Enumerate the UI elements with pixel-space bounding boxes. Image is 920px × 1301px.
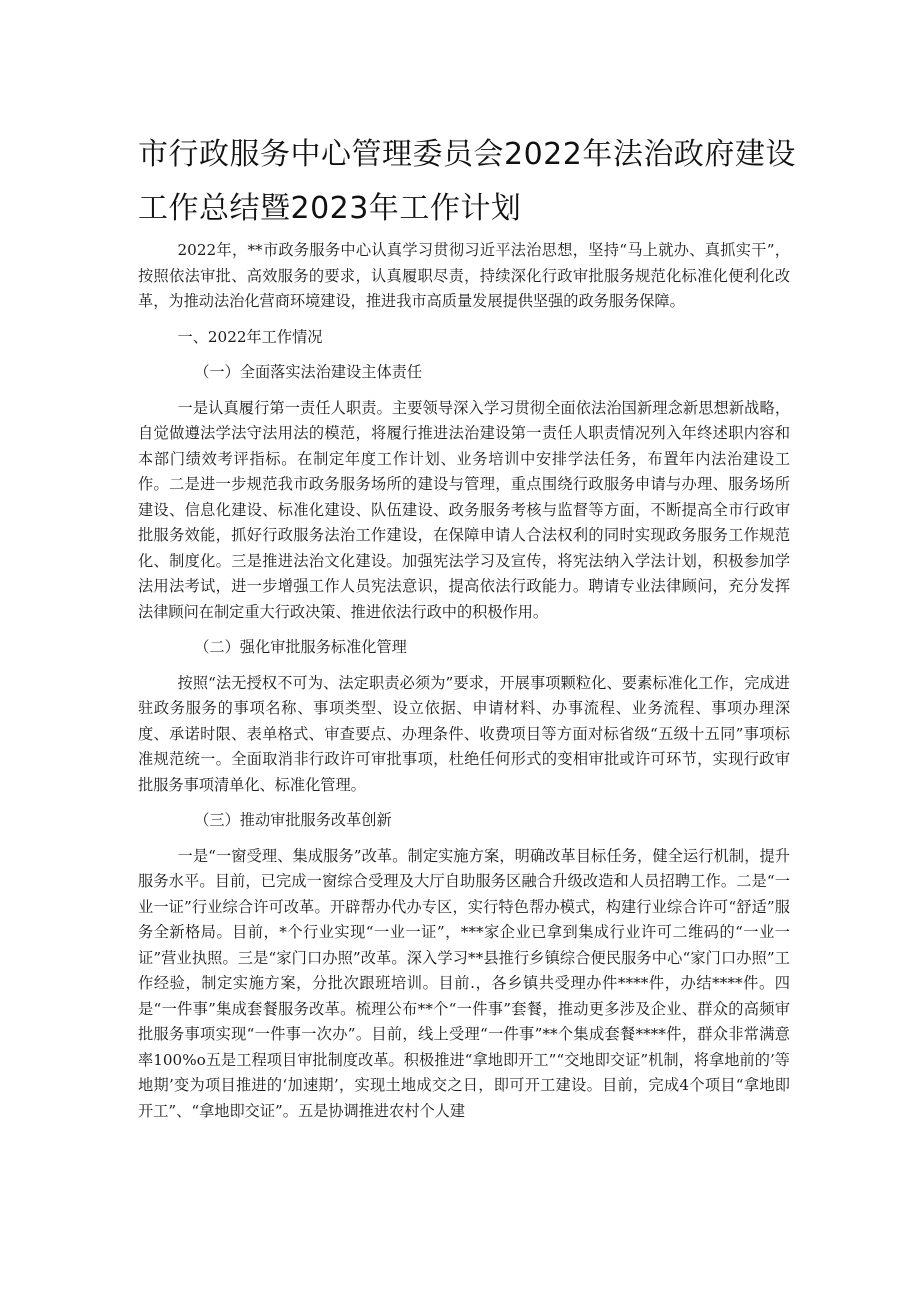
subsection-heading: （二）强化审批服务标准化管理: [194, 638, 407, 656]
section-heading: 一、2022年工作情况: [177, 327, 323, 346]
subsection-heading: （三）推动审批服务改革创新: [194, 811, 392, 829]
body-paragraph: 按照“法无授权不可为、法定职责必须为”要求，开展事项颗粒化、要素标准化工作，完成进驻政务服务的事项名称、事项类型、设立依据、申请材料、办事流程、业务流程、事项办理深度、承诺时限、表单格式、审查要点、办理条件、收费项目等方面对标省级“五级十五同”事项标准规范统一。全面取消非行政许可审批事项，杜绝任何形式的变相审批或许可环节，实现行政审批服务事项清单化、标准化管理。: [138, 673, 790, 794]
document-title: 市行政服务中心管理委员会2022年法治政府建设工作总结暨2023年工作计划: [138, 137, 796, 226]
subsection-heading: （一）全面落实法治建设主体责任: [194, 363, 423, 381]
document-body: [138, 238, 790, 1134]
intro-paragraph: 2022年，**市政务服务中心认真学习贯彻习近平法治思想，坚持“马上就办、真抓实干”，按照依法审批、高效服务的要求，认真履职尽责，持续深化行政审批服务规范化标准化便利化改革，为推动法治化营商环境建设，推进我市高质量发展提供坚强的政务服务保障。: [138, 241, 790, 310]
body-paragraph: 一是认真履行第一责任人职责。主要领导深入学习贯彻全面依法治国新理念新思想新战略，自觉做遵法学法守法用法的模范，将履行推进法治建设第一责任人职责情况列入年终述职内容和本部门绩效考评指标。在制定年度工作计划、业务培训中安排学法任务，布置年内法治建设工作。二是进一步规范我市政务服务场所的建设与管理，重点围绕行政服务申请与办理、服务场所建设、信息化建设、标准化建设、队伍建设、政务服务考核与监督等方面，不断提高全市行政审批服务效能，抓好行政服务法治工作建设，在保障申请人合法权利的同时实现政务服务工作规范化、制度化。三是推进法治文化建设。加强宪法学习及宣传，将宪法纳入学法计划，积极参加学法用法考试，进一步增强工作人员宪法意识，提高依法行政能力。聘请专业法律顾问，充分发挥法律顾问在制定重大行政决策、推进依法行政中的积极作用。: [138, 398, 790, 621]
body-paragraph: 一是“一窗受理、集成服务”改革。制定实施方案，明确改革目标任务，健全运行机制，提升服务水平。目前，已完成一窗综合受理及大厅自助服务区融合升级改造和人员招聘工作。二是“一业一证”行业综合许可改革。开辟帮办代办专区，实行特色帮办模式，构建行业综合许可“舒适”服务全新格局。目前，*个行业实现“一业一证”，***家企业已拿到集成行业许可二维码的“一业一证”营业执照。三是“家门口办照”改革。深入学习**县推行乡镇综合便民服务中心“家门口办照”工作经验，制定实施方案，分批次跟班培训。目前.，各乡镇共受理办件****件，办结****件。四是“一件事”集成套餐服务改革。梳理公布**个“一件事”套餐，推动更多涉及企业、群众的高频审批服务事项实现“一件事一次办”。目前，线上受理“一件事”**个集成套餐****件，群众非常满意率100%o五是工程项目审批制度改革。积极推进“拿地即开工”“交地即交证”机制，将拿地前的’等地期’变为项目推进的‘加速期’，实现土地成交之日，即可开工建设。目前，完成4个项目“拿地即开工”、“拿地即交证”。五是协调推进农村个人建: [138, 846, 790, 1120]
